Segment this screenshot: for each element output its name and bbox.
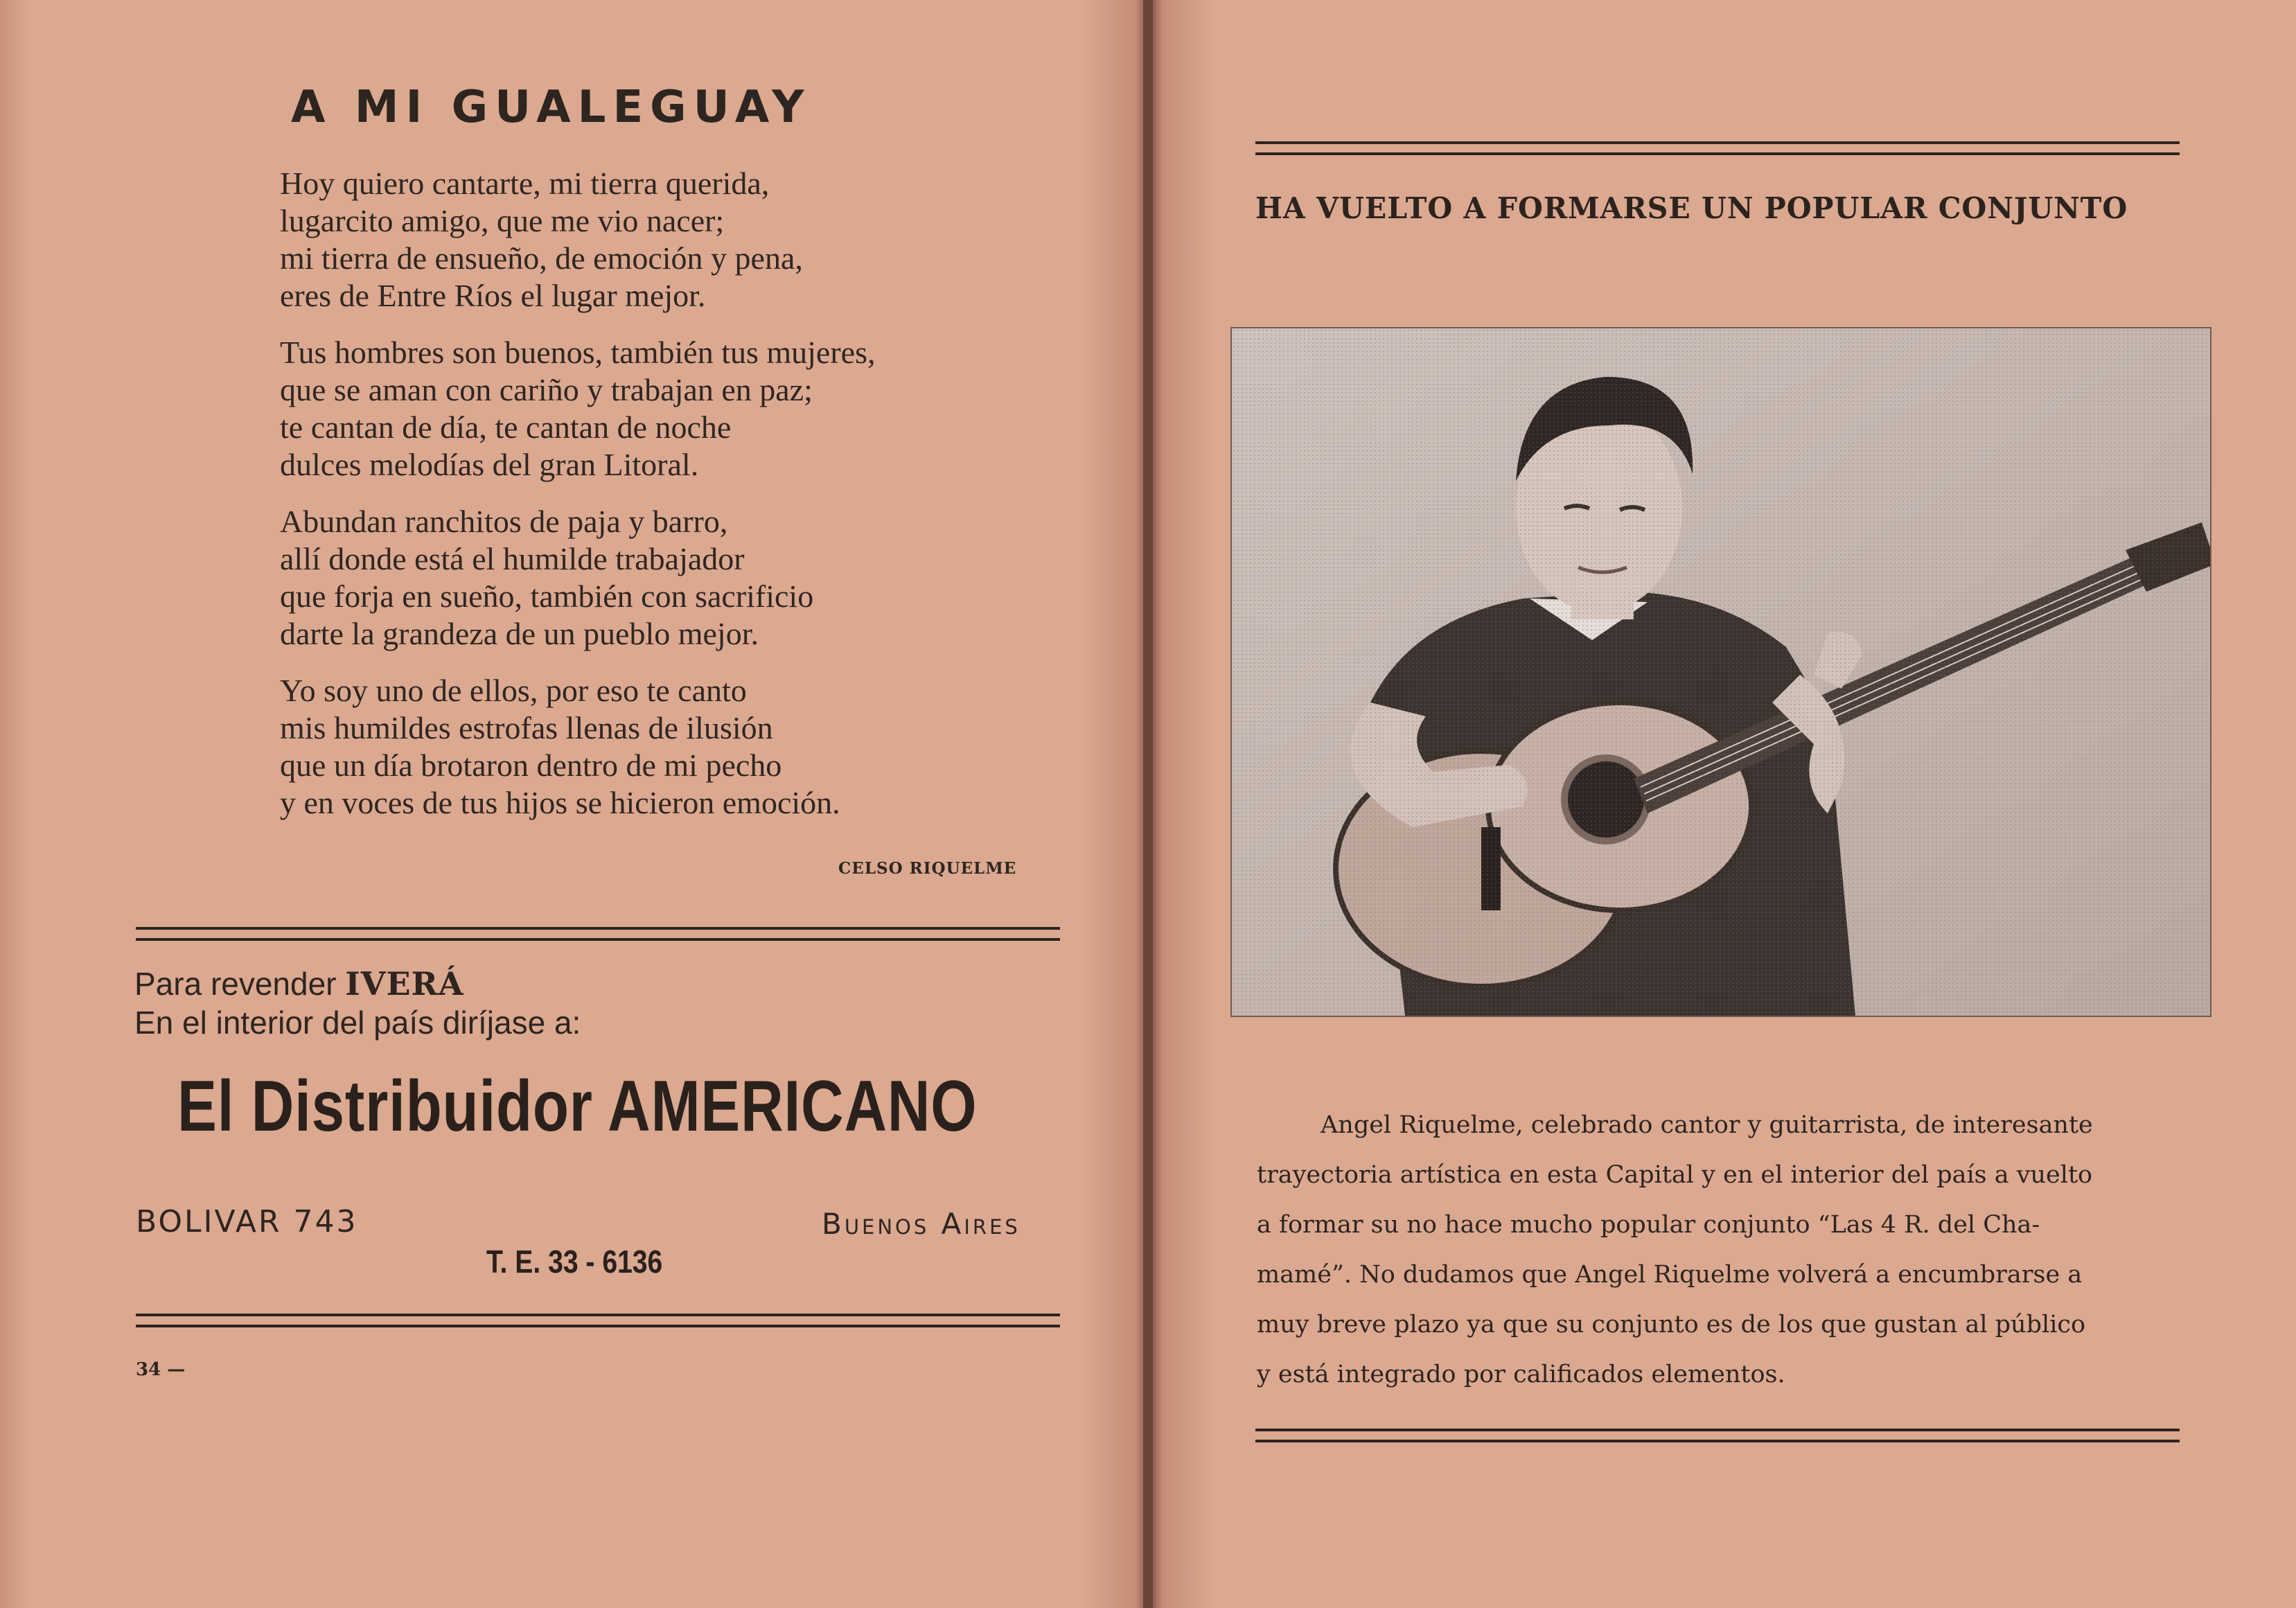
poem-line: Tus hombres son buenos, también tus mujeres, (280, 335, 876, 370)
left-page (0, 0, 1143, 1608)
poem-line: y en voces de tus hijos se hicieron emoción. (280, 785, 840, 820)
poem-line: mi tierra de ensueño, de emoción y pena, (280, 240, 803, 276)
poem-line: mis humildes estrofas llenas de ilusión (280, 710, 773, 745)
poem-author: CELSO RIQUELME (838, 859, 1017, 878)
page-number: 34 — (136, 1359, 186, 1380)
poem-title: A MI GUALEGUAY (291, 82, 811, 133)
poem-line: lugarcito amigo, que me vio nacer; (280, 203, 725, 238)
poem-stanza-1 (280, 165, 1014, 315)
article-line: a formar su no hace mucho popular conjunto “Las 4 R. del Cha- (1257, 1211, 2040, 1239)
poem-line: te cantan de día, te cantan de noche (280, 409, 732, 445)
poem-line: darte la grandeza de un pueblo mejor. (280, 616, 759, 651)
poem-line: que forja en sueño, también con sacrificio (280, 578, 814, 614)
poem-stanza-2 (280, 334, 1014, 484)
distributor-name: El Distribuidor AMERICANO (177, 1066, 978, 1147)
resale-notice (134, 964, 581, 1042)
poem-stanza-3 (280, 503, 1014, 653)
poem-line: Yo soy uno de ellos, por eso te canto (280, 673, 747, 708)
poem-line: eres de Entre Ríos el lugar mejor. (280, 278, 706, 313)
article-body (1257, 1100, 2185, 1399)
book-gutter (1143, 0, 1153, 1608)
distributor-address: BOLIVAR 743 (136, 1204, 358, 1239)
poem-line: allí donde está el humilde trabajador (280, 541, 745, 576)
article-line: y está integrado por calificados elementos. (1257, 1361, 1785, 1388)
poem-stanza-4 (280, 672, 1014, 822)
guitarist-photo (1230, 327, 2211, 1017)
divider-rule (136, 927, 1060, 941)
article-line: mamé”. No dudamos que Angel Riquelme volverá a encumbrarse a (1257, 1261, 2083, 1289)
divider-rule (1255, 141, 2180, 155)
article-line: trayectoria artística en esta Capital y en el interior del país a vuelto (1257, 1161, 2093, 1189)
resale-line-2: En el interior del país diríjase a: (134, 1005, 581, 1041)
distributor-city: Buenos Aires (822, 1207, 1021, 1241)
poem-line: dulces melodías del gran Litoral. (280, 447, 699, 482)
resale-line-1: Para revender IVERÁ (134, 965, 464, 1002)
divider-rule (136, 1314, 1060, 1327)
poem-line: que se aman con cariño y trabajan en paz; (280, 372, 813, 407)
distributor-phone: T. E. 33 - 6136 (486, 1244, 663, 1280)
article-line: muy breve plazo ya que su conjunto es de los que gustan al público (1257, 1311, 2086, 1338)
poem-line: que un día brotaron dentro de mi pecho (280, 748, 782, 783)
article-title: HA VUELTO A FORMARSE UN POPULAR CONJUNTO (1255, 191, 2128, 225)
poem-line: Hoy quiero cantarte, mi tierra querida, (280, 166, 770, 201)
poem-line: Abundan ranchitos de paja y barro, (280, 504, 728, 539)
poem-body (280, 165, 1014, 841)
article-line: Angel Riquelme, celebrado cantor y guitarrista, de interesante (1321, 1111, 2093, 1139)
guitarist-photo-illustration (1232, 328, 2210, 1016)
divider-rule (1255, 1429, 2180, 1442)
brand-name: IVERÁ (345, 965, 464, 1002)
